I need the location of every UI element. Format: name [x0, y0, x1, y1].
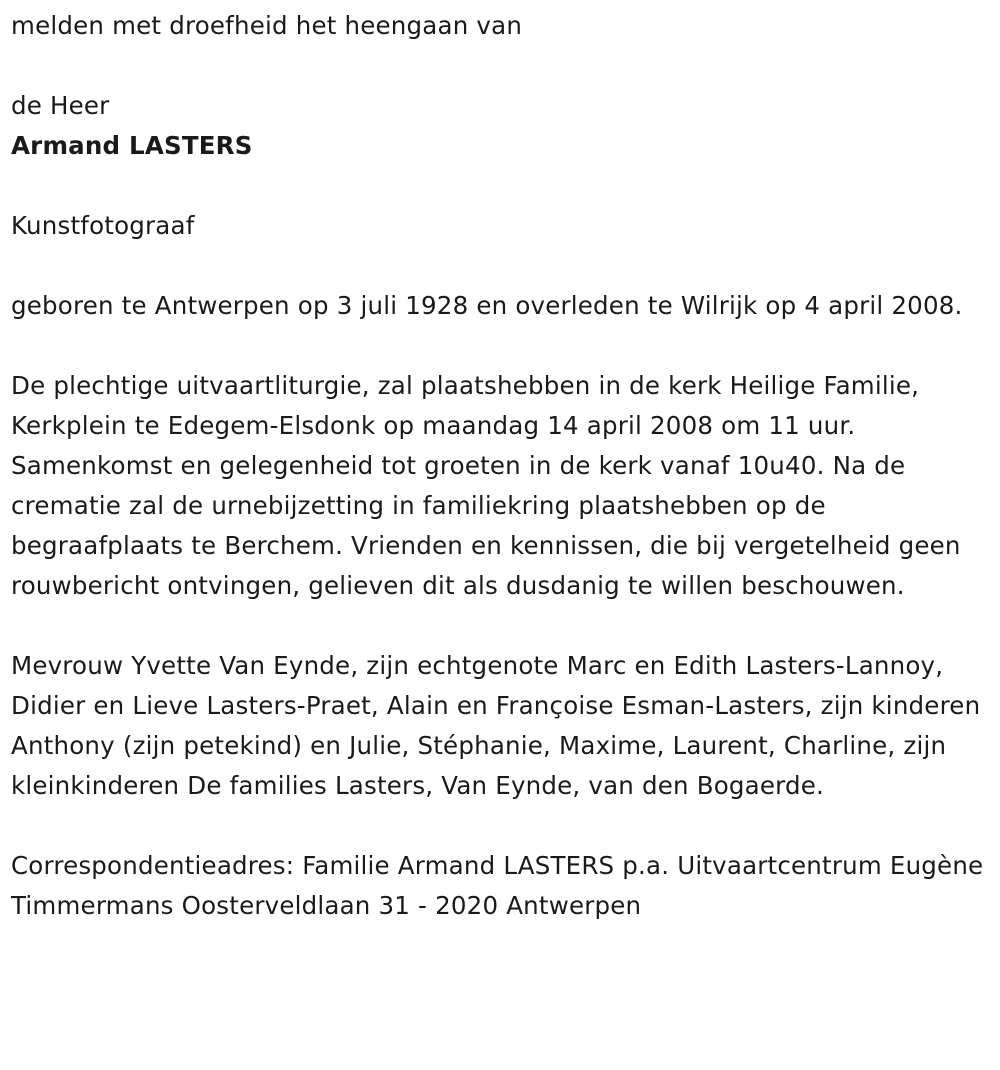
- spacer: [11, 326, 986, 366]
- birth-death-paragraph: geboren te Antwerpen op 3 juli 1928 en overleden te Wilrijk op 4 april 2008.: [11, 291, 963, 320]
- intro-line: melden met droefheid het heengaan van: [11, 11, 523, 40]
- funeral-paragraph: De plechtige uitvaartliturgie, zal plaatshebben in de kerk Heilige Familie, Kerkplein te Edegem-Elsdonk op maandag 14 april 2008 om 11 uur. Samenkomst en gelegenheid tot groeten in de kerk vanaf 10u40. Na de crematie zal de urnebijzetting in familiekring plaatshebben op de begraafplaats te Berchem. Vrienden en kennissen, die bij vergetelheid geen rouwbericht ontvingen, gelieven dit als dusdanig te willen beschouwen.: [11, 371, 961, 600]
- spacer: [11, 166, 986, 206]
- spacer: [11, 806, 986, 846]
- correspondence-paragraph: Correspondentieadres: Familie Armand LASTERS p.a. Uitvaartcentrum Eugène Timmermans Oosterveldlaan 31 - 2020 Antwerpen: [11, 851, 984, 920]
- obituary-text: [11, 6, 986, 926]
- salutation: de Heer: [11, 91, 110, 120]
- deceased-name: Armand LASTERS: [11, 131, 253, 160]
- family-paragraph: Mevrouw Yvette Van Eynde, zijn echtgenote Marc en Edith Lasters-Lannoy, Didier en Lieve Lasters-Praet, Alain en Françoise Esman-Lasters, zijn kinderen Anthony (zijn petekind) en Julie, Stéphanie, Maxime, Laurent, Charline, zijn kleinkinderen De families Lasters, Van Eynde, van den Bogaerde.: [11, 651, 981, 800]
- spacer: [11, 606, 986, 646]
- spacer: [11, 246, 986, 286]
- spacer: [11, 46, 986, 86]
- profession: Kunstfotograaf: [11, 211, 195, 240]
